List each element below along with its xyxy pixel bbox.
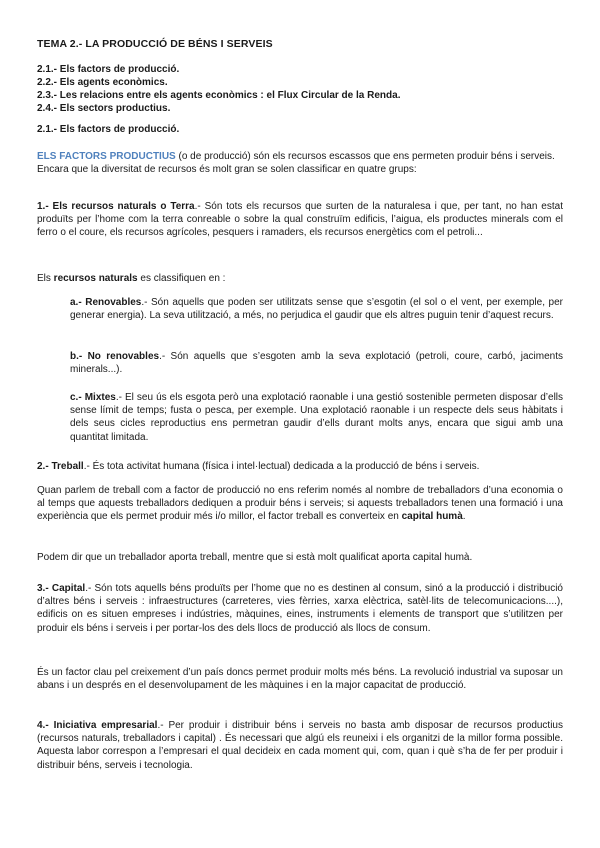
initiative-text: .- Per produir i distribuir béns i serveis no basta amb disposar de recursos productius (recursos naturals, treballadors i capital) . És necessari que algú els reuneixi i els organitzi de la millor forma possible. Aquesta labor correspon a l’empresari el qual decideix en cada moment qui, com, quan i què s’ha de fer per produir i distribuir béns, serveis i tecnologia. bbox=[37, 720, 563, 771]
work-paragraph-2 bbox=[37, 484, 563, 524]
type-lead: c.- Mixtes bbox=[70, 392, 116, 403]
type-lead: b.- No renovables bbox=[70, 351, 160, 362]
intro-paragraph bbox=[37, 150, 563, 176]
classification-bold: recursos naturals bbox=[53, 273, 138, 284]
capital-paragraph bbox=[37, 582, 563, 635]
initiative-lead: 4.- Iniciativa empresarial bbox=[37, 720, 158, 731]
work-p2-end: . bbox=[462, 511, 466, 523]
type-text: .- El seu ús els esgota però una explotació raonable i una gestió sostenible permeten disposar d’ells sense límit de temps; fusta o pesca, per exemple. Una explotació raonable i un respecte dels seus hàbitats i dels seus cicles reproductius ens permetran gaudir d’ells durant molts anys, encara que sigui amb una quantitat limitada. bbox=[70, 392, 564, 443]
toc-item: 2.1.- Els factors de producció. bbox=[37, 64, 180, 75]
natural-resources-text: .- Són tots els recursos que surten de la naturalesa i que, per tant, no han estat produïts per l’home com la terra conreable o sobre la qual construïm edificis, l’aigua, els productes minerals com el ferro o el coure, els recursos agrícoles, pesquers i ramaders, els recursos energètics com el petroli... bbox=[37, 201, 563, 239]
table-of-contents bbox=[37, 63, 400, 115]
capital-paragraph-2: És un factor clau pel creixement d’un país doncs permet produir molts més béns. La revolució industrial va suposar un abans i un després en el desenvolupament de les màquines i en la major capacitat de producció. bbox=[37, 667, 563, 692]
classification-line bbox=[37, 272, 563, 285]
intro-line2: Encara que la diversitat de recursos és molt gran se solen classificar en quatre grups: bbox=[37, 164, 417, 176]
work-paragraph bbox=[37, 460, 563, 473]
document-title: TEMA 2.- LA PRODUCCIÓ DE BÉNS I SERVEIS bbox=[37, 38, 273, 50]
intro-text: (o de producció) són els recursos escassos que ens permeten produir béns i serveis. bbox=[175, 151, 555, 162]
work-text: .- És tota activitat humana (física i intel·lectual) dedicada a la producció de béns i serveis. bbox=[83, 461, 480, 472]
capital-text: .- Són tots aquells béns produïts per l’home que no es destinen al consum, sinó a la producció i distribució d’altres béns i serveis : infraestructures (carreteres, vies fèrries, xarxa elèctrica, satèl·lits de telecomunicacions....), edificis on es situen empreses i indústries, màquines, eines, instruments i elements de transport que s’utilitzen per produir els béns i serveis i per portar-los des dels llocs de producció als llocs de consum. bbox=[37, 583, 563, 634]
type-renewable bbox=[70, 296, 563, 322]
natural-resources-lead: 1.- Els recursos naturals o Terra bbox=[37, 201, 195, 212]
type-mixed bbox=[70, 391, 563, 444]
capital-lead: 3.- Capital bbox=[37, 583, 86, 594]
initiative-paragraph bbox=[37, 719, 563, 772]
classification-post: es classifiquen en : bbox=[137, 273, 226, 284]
natural-resources-paragraph bbox=[37, 200, 563, 240]
type-non-renewable bbox=[70, 350, 563, 376]
section-heading: 2.1.- Els factors de producció. bbox=[37, 124, 180, 135]
classification-pre: Els bbox=[37, 273, 54, 284]
intro-highlight: ELS FACTORS PRODUCTIUS bbox=[37, 151, 176, 162]
type-text: .- Són aquells que s’esgoten amb la seva explotació (petroli, coure, carbó, jaciments minerals...). bbox=[70, 351, 564, 376]
work-paragraph-3: Podem dir que un treballador aporta treball, mentre que si està molt qualificat aporta capital humà. bbox=[37, 552, 473, 563]
work-p2-text: Quan parlem de treball com a factor de producció no ens referim només al nombre de treballadors d’una economia o al temps que aquests treballadors dediquen a produir béns i serveis; si aquests treballadors tenen una formació i una experiència que els permet produir més i/o millor, el factor treball es converteix en bbox=[37, 485, 563, 523]
toc-item: 2.4.- Els sectors productius. bbox=[37, 103, 171, 114]
toc-item: 2.2.- Els agents econòmics. bbox=[37, 77, 168, 88]
work-p2-bold: capital humà bbox=[401, 511, 463, 523]
work-lead: 2.- Treball bbox=[37, 461, 84, 472]
toc-item: 2.3.- Les relacions entre els agents econòmics : el Flux Circular de la Renda. bbox=[37, 90, 401, 101]
type-lead: a.- Renovables bbox=[70, 297, 142, 308]
type-text: .- Són aquells que poden ser utilitzats sense que s’esgotin (el sol o el vent, per exemple, per generar energia). La seva utilització, a més, no perjudica el gaudir que els altres puguin tenir d’aquest recurs. bbox=[70, 297, 563, 322]
